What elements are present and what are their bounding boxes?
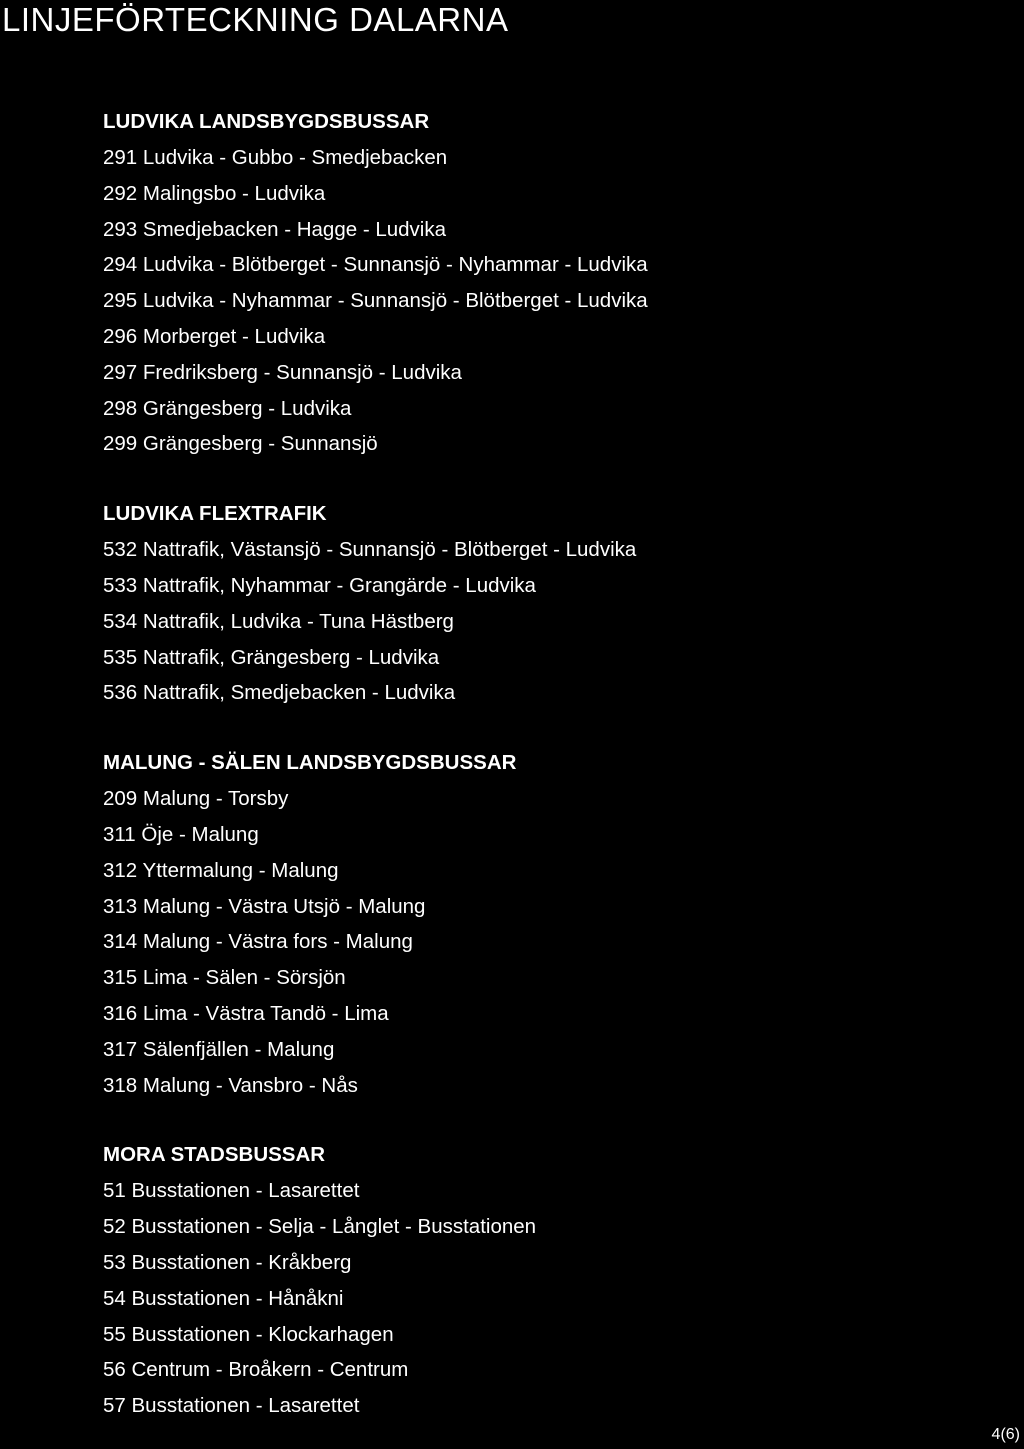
route-item: 315 Lima - Sälen - Sörsjön xyxy=(103,966,346,990)
route-item: 52 Busstationen - Selja - Långlet - Busstationen xyxy=(103,1215,537,1239)
route-list xyxy=(103,781,983,1103)
route-item: 293 Smedjebacken - Hagge - Ludvika xyxy=(103,217,447,241)
section-ludvika-landsbygdsbussar xyxy=(103,104,983,462)
section-malung-salen-landsbygdsbussar xyxy=(103,745,983,1103)
route-item: 532 Nattrafik, Västansjö - Sunnansjö - Blötberget - Ludvika xyxy=(103,538,637,562)
route-item: 295 Ludvika - Nyhammar - Sunnansjö - Blötberget - Ludvika xyxy=(103,289,648,313)
route-item: 209 Malung - Torsby xyxy=(103,787,289,811)
route-item: 56 Centrum - Broåkern - Centrum xyxy=(103,1358,409,1382)
section-heading: LUDVIKA LANDSBYGDSBUSSAR xyxy=(103,110,430,133)
route-item: 316 Lima - Västra Tandö - Lima xyxy=(103,1001,389,1025)
route-item: 533 Nattrafik, Nyhammar - Grangärde - Ludvika xyxy=(103,573,536,597)
section-mora-stadsbussar xyxy=(103,1137,983,1424)
route-item: 297 Fredriksberg - Sunnansjö - Ludvika xyxy=(103,360,462,384)
route-item: 55 Busstationen - Klockarhagen xyxy=(103,1322,394,1346)
route-item: 299 Grängesberg - Sunnansjö xyxy=(103,432,378,456)
route-item: 314 Malung - Västra fors - Malung xyxy=(103,930,413,954)
route-item: 534 Nattrafik, Ludvika - Tuna Hästberg xyxy=(103,609,454,633)
route-item: 54 Busstationen - Hånåkni xyxy=(103,1286,344,1310)
route-item: 317 Sälenfjällen - Malung xyxy=(103,1037,335,1061)
section-heading: LUDVIKA FLEXTRAFIK xyxy=(103,502,327,526)
route-item: 535 Nattrafik, Grängesberg - Ludvika xyxy=(103,645,440,669)
route-item: 312 Yttermalung - Malung xyxy=(103,858,339,882)
section-divider xyxy=(103,711,983,745)
section-heading: MALUNG - SÄLEN LANDSBYGDSBUSSAR xyxy=(103,751,517,775)
route-list xyxy=(103,532,983,711)
section-ludvika-flextrafik xyxy=(103,496,983,711)
section-divider xyxy=(103,1103,983,1137)
route-item: 53 Busstationen - Kråkberg xyxy=(103,1250,352,1274)
route-item: 294 Ludvika - Blötberget - Sunnansjö - Nyhammar - Ludvika xyxy=(103,253,648,277)
route-item: 292 Malingsbo - Ludvika xyxy=(103,181,326,205)
section-heading: MORA STADSBUSSAR xyxy=(103,1143,326,1167)
route-item: 298 Grängesberg - Ludvika xyxy=(103,396,352,420)
route-item: 313 Malung - Västra Utsjö - Malung xyxy=(103,894,426,918)
route-list xyxy=(103,140,983,462)
route-item: 296 Morberget - Ludvika xyxy=(103,324,326,348)
page-number: 4(6) xyxy=(991,1426,1020,1443)
route-item: 57 Busstationen - Lasarettet xyxy=(103,1394,360,1418)
section-divider xyxy=(103,462,983,496)
route-item: 536 Nattrafik, Smedjebacken - Ludvika xyxy=(103,681,456,705)
page-title: LINJEFÖRTECKNING DALARNA xyxy=(2,1,509,38)
route-item: 318 Malung - Vansbro - Nås xyxy=(103,1073,358,1097)
route-item: 51 Busstationen - Lasarettet xyxy=(103,1179,360,1203)
route-list xyxy=(103,1173,983,1424)
route-item: 311 Öje - Malung xyxy=(103,822,259,846)
route-item: 291 Ludvika - Gubbo - Smedjebacken xyxy=(103,146,448,169)
route-directory xyxy=(103,104,983,1424)
